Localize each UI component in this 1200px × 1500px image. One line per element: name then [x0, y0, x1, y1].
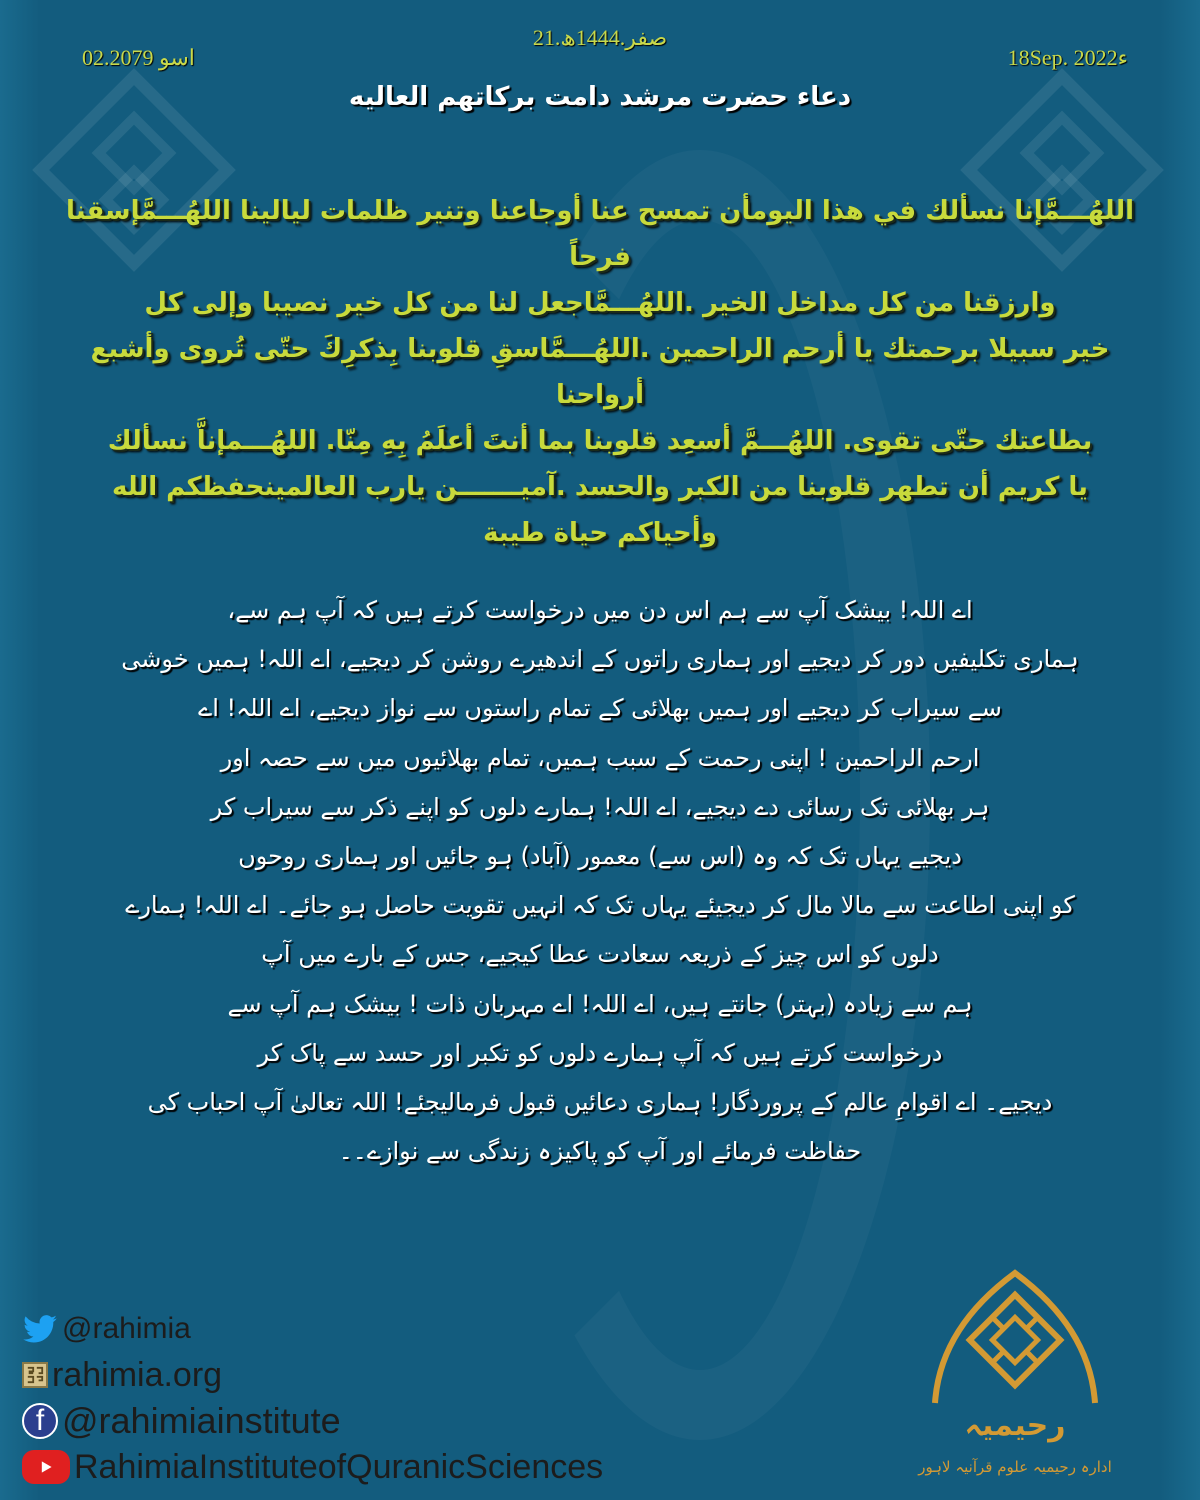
twitter-bird-icon — [22, 1314, 58, 1344]
urdu-line: درخواست کرتے ہیں کہ آپ ہمارے دلوں کو تکبر اور حسد سے پاک کر — [257, 1038, 943, 1067]
urdu-line: ارحم الراحمین ! اپنی رحمت کے سبب ہمیں، تمام بھلائیوں میں سے حصہ اور — [220, 743, 980, 772]
youtube-channel: RahimiaInstituteofQuranicSciences — [74, 1447, 604, 1486]
arabic-line: وأحياكم حياة طيبة — [483, 518, 717, 548]
twitter-link[interactable] — [22, 1306, 603, 1352]
urdu-translation — [120, 586, 1080, 1176]
arabic-dua — [60, 188, 1140, 556]
social-links — [22, 1306, 603, 1490]
facebook-icon: f — [22, 1403, 58, 1439]
dome-knot-emblem-icon — [915, 1268, 1115, 1408]
urdu-line: اے اللہ! بیشک آپ سے ہم اس دن میں درخواست کرتے ہیں کہ آپ ہم سے، — [227, 596, 973, 624]
arabic-line: بطاعتك حتّى تقوى. اللهُـــمَّ أسعِد قلوبنا بما أنتَ أعلَمُ بِهِ مِنّا. اللهُـــمإناَّ نسألك — [107, 426, 1093, 456]
urdu-line: حفاظت فرمائے اور آپ کو پاکیزہ زندگی سے نوازے۔۔ — [338, 1137, 862, 1166]
urdu-line: دیجیے۔ اے اقوامِ عالم کے پروردگار! ہماری دعائیں قبول فرمالیجئے! اللہ تعالیٰ آپ احباب کی — [147, 1088, 1053, 1117]
website-link[interactable] — [22, 1352, 603, 1398]
date-bikram: 02.اسو 2079 — [82, 45, 195, 70]
logo-subtitle: ادارہ رحیمیہ علوم قرآنیہ لاہور — [918, 1458, 1112, 1476]
arabic-line: خير سبيلا برحمتك يا أرحم الراحمين .اللهُـــمَّاسقِ قلوبنا بِذكرِكَ حتّى تُروى وأشبع أرواحنا — [90, 334, 1110, 410]
arabic-line: يا كريم أن تطهر قلوبنا من الكبر والحسد .آميـــــــن يارب العالمينحفظكم الله — [112, 472, 1088, 502]
urdu-line: دیجیے یہاں تک کہ وہ (اس سے) معمور (آباد) ہو جائیں اور ہماری روحوں — [238, 842, 962, 871]
urdu-line: دلوں کو اس چیز کے ذریعہ سعادت عطا کیجیے، جس کے بارے میں آپ — [261, 940, 939, 969]
urdu-line: سے سیراب کر دیجیے اور ہمیں بھلائی کے تمام راستوں سے نواز دیجیے، اے اللہ! اے — [198, 694, 1002, 723]
website-url: rahimia.org — [52, 1355, 223, 1394]
website-logo-icon — [22, 1362, 48, 1388]
arabic-line: وارزقنا من كل مداخل الخير .اللهُـــمَّاجعل لنا من كل خير نصيبا وإلى كل — [144, 288, 1056, 318]
logo-name: رحیمیہ — [964, 1408, 1066, 1443]
date-gregorian: 18Sep. 2022ء — [1007, 45, 1128, 70]
urdu-line: ہم سے زیادہ (بہتر) جانتے ہیں، اے اللہ! اے مہربان ذات ! بیشک ہم آپ سے — [227, 989, 973, 1018]
youtube-play-icon — [22, 1450, 70, 1484]
youtube-link[interactable] — [22, 1444, 603, 1490]
facebook-link[interactable] — [22, 1398, 603, 1444]
urdu-line: ہماری تکلیفیں دور کر دیجیے اور ہماری راتوں کے اندھیرے روشن کر دیجیے، اے اللہ! ہمیں خوشی — [121, 645, 1079, 674]
page-title: دعاء حضرت مرشد دامت برکاتهم العالیه — [348, 82, 852, 112]
twitter-handle: @rahimia — [62, 1312, 191, 1345]
facebook-handle: @rahimiainstitute — [62, 1400, 341, 1441]
urdu-line: ہر بھلائی تک رسائی دے دیجیے، اے اللہ! ہمارے دلوں کو اپنے ذکر سے سیراب کر — [210, 792, 990, 821]
arabic-line: اللهُـــمَّإنا نسألك في هذا اليومأن تمسح عنا أوجاعنا وتنير ظلمات ليالينا اللهُـــمَّإسقنا فرحاً — [65, 196, 1135, 272]
date-hijri: 21.صفر.1444ھ — [532, 25, 668, 50]
urdu-line: کو اپنی اطاعت سے مالا مال کر دیجیئے یہاں تک کہ انہیں تقویت حاصل ہو جائے۔ اے اللہ! ہمارے — [125, 891, 1075, 920]
rahimia-logo — [915, 1268, 1115, 1488]
